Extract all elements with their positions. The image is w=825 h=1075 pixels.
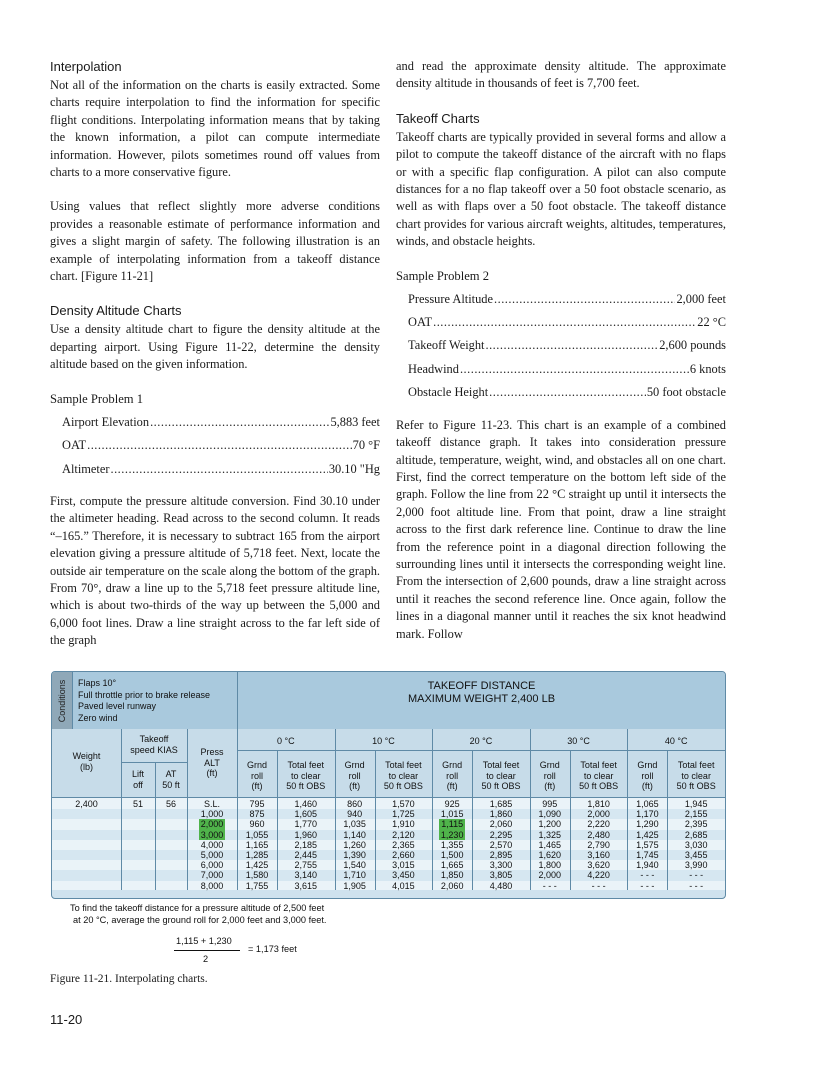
page-number: 11-20 (50, 1012, 83, 1027)
heading-takeoff-charts: Takeoff Charts (396, 110, 480, 126)
grid-line (121, 762, 187, 763)
cell-ground-roll: 995 (542, 799, 558, 809)
cell-total-feet: 4,480 (489, 880, 513, 891)
cell-press-alt (191, 830, 233, 840)
sample-problem-row (396, 361, 726, 378)
row-value: 22 °C (697, 315, 726, 330)
cell-total-feet: 1,570 (392, 799, 415, 809)
row-value: 50 foot obstacle (646, 385, 726, 400)
cell-press-alt (191, 819, 233, 829)
cell-ground-roll: 1,710 (343, 870, 366, 881)
note-line: To find the takeoff distance for a pressure altitude of 2,500 feet (70, 903, 325, 913)
cell-press-alt: 5,000 (200, 850, 224, 860)
cell-ground-roll: 1,850 (440, 870, 464, 881)
cell-total-feet: 3,030 (684, 839, 708, 850)
grid-line (52, 797, 725, 798)
row-label: OAT (408, 315, 433, 330)
cell-total-feet: 2,155 (684, 809, 708, 820)
header-weight: Weight (lb) (72, 751, 101, 772)
header-total-feet: Total feet to clear 50 ft OBS (383, 760, 423, 791)
sample-problem-row (50, 461, 380, 478)
cell-ground-roll: 1,465 (538, 839, 562, 850)
header-temperature: 0 °C (276, 736, 295, 746)
cell-total-feet: 2,570 (489, 839, 513, 850)
paragraph: Not all of the information on the charts is easily extracted. Some charts require interpolation to find the information for specific flight conditions. Interpolating information means that by taking the known information, a pilot can compute intermediate information. However, pilots sometimes round off values from charts to a more conservative figure. (50, 78, 380, 180)
cell-ground-roll: 1,800 (538, 860, 562, 871)
header-temperature: 10 °C (372, 736, 395, 746)
cell-ground-roll: 795 (249, 799, 265, 809)
cell-total-feet: 1,945 (684, 799, 708, 809)
cell-ground-roll: 1,665 (440, 860, 464, 871)
cell-total-feet: 2,755 (294, 860, 318, 871)
paragraph: and read the approximate density altitude. The approximate density altitude in thousands of feet is 7,700 feet. (396, 59, 726, 91)
row-value: 2,000 feet (676, 291, 726, 306)
cell-press-alt: 4,000 (200, 839, 224, 850)
cell-ground-roll: 2,000 (538, 870, 562, 881)
row-value: 70 °F (352, 438, 380, 453)
row-label: Takeoff Weight (408, 338, 485, 353)
cell-ground-roll: 1,090 (538, 809, 562, 820)
cell-ground-roll: 1,065 (636, 799, 659, 809)
condition-item: Flaps 10° (78, 678, 117, 688)
cell-total-feet: 3,450 (392, 870, 415, 881)
cell-total-feet: - - - (689, 870, 704, 881)
cell-total-feet: 4,220 (587, 870, 610, 881)
heading-interpolation: Interpolation (50, 59, 122, 74)
row-label: Obstacle Height (408, 385, 489, 400)
sample-problem-2-title: Sample Problem 2 (396, 268, 490, 283)
cell-press-alt: 1,000 (200, 809, 224, 820)
paragraph: First, compute the pressure altitude conversion. Find 30.10 under the altimeter heading. Read across to the second column. It reads “–165.” Therefore, it is necessary to subtract 165 from the airport elevation giving a pressure altitude of 5,718 feet. Next, locate the outside air temperature on the scale along the bottom of the graph. From 70°, draw a line up to the 5,718 feet pressure altitude line, which is about two-thirds of the way up between the 5,000 and 6,000 foot lines. Draw a line straight across to the far left side of the graph (50, 493, 380, 648)
highlighted-value: 3,000 (200, 829, 224, 840)
grid-line (237, 750, 725, 751)
cell-ground-roll: 1,500 (440, 850, 464, 860)
header-ground-roll: Grnd roll (ft) (246, 760, 267, 791)
cell-total-feet: 4,015 (392, 880, 415, 891)
cell-press-alt: 8,000 (200, 880, 224, 891)
cell-total-feet: 1,460 (294, 799, 318, 809)
interpolation-note (70, 903, 326, 926)
cell-ground-roll: 940 (347, 809, 363, 820)
heading-density-altitude-charts: Density Altitude Charts (50, 303, 182, 319)
figure-caption: Figure 11-21. Interpolating charts. (50, 973, 208, 985)
paragraph: Using values that reflect slightly more adverse conditions provides a reasonable estimate of performance information and gives a slight margin of safety. The following illustration is an example of interpolating information from a takeoff distance chart. [Figure 11-21] (50, 199, 380, 284)
cell-total-feet: 3,990 (684, 860, 708, 871)
row-label: OAT (62, 438, 87, 453)
cell-total-feet: 2,060 (489, 819, 513, 830)
cell-ground-roll: 1,540 (343, 860, 366, 871)
cell-ground-roll: 1,260 (343, 839, 366, 850)
header-ground-roll: Grnd roll (ft) (637, 760, 658, 791)
cell-total-feet: 3,015 (392, 860, 415, 871)
cell-ground-roll: 2,060 (440, 880, 464, 891)
sample-problem-1-title: Sample Problem 1 (50, 391, 144, 406)
cell-ground-roll: 1,285 (245, 850, 269, 860)
cell-ground-roll: 1,905 (343, 880, 366, 891)
cell-total-feet: 2,660 (392, 850, 415, 860)
sample-problem-row (396, 291, 726, 308)
cell-total-feet: 3,140 (294, 870, 318, 881)
header-ground-roll: Grnd roll (ft) (344, 760, 365, 791)
table-title: TAKEOFF DISTANCE (427, 680, 536, 692)
row-value: 30.10 "Hg (328, 461, 380, 476)
cell-ground-roll: 1,425 (245, 860, 269, 871)
paragraph: Refer to Figure 11-23. This chart is an example of a combined takeoff distance graph. It takes into consideration pressure altitude, temperature, weight, wind, and obstacles all on one chart. First, find the correct temperature on the bottom left side of the graph. Follow the line from 22 °C straight up until it intersects the 2,000 foot altitude line. From that point, draw a line straight across to the first dark reference line. Continue to draw the line from the reference point in a diagonal direction following the surrounding lines until it intersects the corresponding weight line. From the intersection of 2,600 pounds, draw a line straight across until it reaches the second reference line. Once again, follow the lines in a diagonal manner until it reaches the six knot headwind mark. Follow (396, 417, 726, 641)
cell-press-alt: S.L. (203, 799, 220, 809)
cell-total-feet: 3,805 (489, 870, 513, 881)
row-value: 5,883 feet (330, 414, 380, 429)
row-value: 2,600 pounds (659, 338, 726, 353)
cell-ground-roll: 1,425 (636, 829, 659, 840)
cell-ground-roll: 1,325 (538, 829, 562, 840)
cell-ground-roll: 1,015 (440, 809, 464, 820)
conditions-tab (52, 672, 73, 729)
cell-total-feet: 1,860 (489, 809, 513, 820)
row-label: Altimeter (62, 461, 110, 476)
header-total-feet: Total feet to clear 50 ft OBS (579, 760, 619, 791)
header-ground-roll: Grnd roll (ft) (539, 760, 560, 791)
cell-ground-roll: 1,755 (245, 880, 269, 891)
takeoff-distance-table-figure (51, 671, 726, 899)
cell-lift-off: 51 (132, 799, 143, 809)
conditions-tab-label: Conditions (57, 679, 67, 722)
header-takeoff-speed: Takeoff speed KIAS (130, 734, 178, 755)
sample-problem-row (50, 437, 380, 454)
cell-ground-roll: 1,290 (636, 819, 659, 830)
cell-total-feet: 3,455 (684, 850, 708, 860)
cell-ground-roll: 1,055 (245, 829, 269, 840)
cell-ground-roll: 1,355 (440, 839, 464, 850)
header-total-feet: Total feet to clear 50 ft OBS (286, 760, 326, 791)
cell-total-feet: 1,725 (392, 809, 415, 820)
table-subtitle: MAXIMUM WEIGHT 2,400 LB (407, 693, 556, 705)
cell-total-feet: 1,810 (587, 799, 610, 809)
sample-problem-row (396, 384, 726, 401)
header-temperature: 30 °C (567, 736, 590, 746)
cell-ground-roll: - - - (640, 880, 655, 891)
cell-ground-roll: 960 (249, 819, 265, 830)
header-at-50ft: AT 50 ft (162, 769, 180, 790)
row-label: Pressure Altitude (408, 291, 494, 306)
cell-ground-roll: 1,140 (343, 829, 366, 840)
condition-item: Zero wind (78, 712, 118, 723)
cell-ground-roll: 1,620 (538, 850, 562, 860)
highlighted-value: 2,000 (200, 819, 224, 830)
condition-item: Paved level runway (78, 701, 157, 711)
sample-problem-row (50, 414, 380, 431)
cell-total-feet: 1,685 (489, 799, 513, 809)
cell-total-feet: 2,220 (587, 819, 610, 830)
cell-ground-roll: 1,745 (636, 850, 659, 860)
header-ground-roll: Grnd roll (ft) (442, 760, 463, 791)
header-temperature: 40 °C (664, 736, 688, 746)
cell-total-feet: 2,365 (392, 839, 415, 850)
highlighted-value: 1,115 (441, 819, 464, 830)
conditions-list (78, 678, 210, 724)
cell-total-feet: 1,960 (294, 829, 318, 840)
cell-ground-roll (432, 819, 472, 829)
cell-total-feet: 3,300 (489, 860, 513, 871)
paragraph: Takeoff charts are typically provided in several forms and allow a pilot to compute the takeoff distance of the aircraft with no flaps or with a specific flap configuration. A pilot can also compute distances for a no flap takeoff over a 50 foot obstacle scenario, as well as with flaps over a 50 foot obstacle. The takeoff distance chart provides for various aircraft weights, altitudes, temperatures, winds, and obstacle heights. (396, 129, 726, 249)
note-line: at 20 °C, average the ground roll for 2,000 feet and 3,000 feet. (73, 914, 327, 925)
cell-total-feet: 1,605 (294, 809, 318, 820)
cell-ground-roll: 860 (347, 799, 363, 809)
formula-result: = 1,173 feet (248, 944, 297, 954)
header-lift-off: Lift off (131, 769, 144, 790)
header-press-alt: Press ALT (ft) (200, 747, 224, 778)
cell-ground-roll: 1,940 (636, 860, 659, 871)
cell-ground-roll: 875 (249, 809, 265, 820)
header-total-feet: Total feet to clear 50 ft OBS (481, 760, 521, 791)
cell-total-feet: 1,770 (294, 819, 318, 830)
cell-ground-roll: 1,580 (245, 870, 269, 881)
header-temperature: 20 °C (469, 736, 493, 746)
fraction-bar (174, 950, 240, 951)
left-column (50, 58, 380, 650)
header-total-feet: Total feet to clear 50 ft OBS (676, 760, 716, 791)
cell-total-feet: 2,790 (587, 839, 610, 850)
cell-total-feet: 2,395 (684, 819, 708, 830)
cell-total-feet: 2,480 (587, 829, 610, 840)
cell-total-feet: 2,685 (684, 829, 708, 840)
cell-at-50ft: 56 (165, 799, 176, 809)
cell-total-feet: 3,615 (294, 880, 318, 891)
cell-total-feet: 3,160 (587, 850, 610, 860)
cell-ground-roll: 1,170 (636, 809, 659, 820)
cell-press-alt: 7,000 (200, 870, 224, 881)
cell-total-feet: 2,895 (489, 850, 513, 860)
cell-ground-roll: - - - (640, 870, 655, 881)
highlighted-value: 1,230 (440, 829, 464, 840)
cell-ground-roll: 1,390 (343, 850, 366, 860)
cell-ground-roll: - - - (542, 880, 557, 891)
cell-total-feet: 1,910 (392, 819, 415, 830)
cell-weight: 2,400 (75, 799, 98, 809)
row-label: Headwind (408, 361, 459, 376)
cell-ground-roll: 1,200 (538, 819, 562, 830)
formula-denominator: 2 (203, 954, 209, 964)
paragraph: Use a density altitude chart to figure the density altitude at the departing airport. Using Figure 11-22, determine the density altitude based on the given information. (50, 322, 380, 372)
cell-press-alt: 6,000 (200, 860, 224, 871)
cell-total-feet: 2,295 (489, 829, 513, 840)
cell-total-feet: 2,120 (392, 829, 415, 840)
cell-ground-roll (432, 830, 472, 840)
cell-total-feet: 3,620 (587, 860, 610, 871)
row-label: Airport Elevation (62, 414, 150, 429)
cell-ground-roll: 1,575 (636, 839, 659, 850)
row-value: 6 knots (689, 361, 726, 376)
cell-ground-roll: 925 (444, 799, 460, 809)
right-column (396, 58, 726, 643)
formula-numerator: 1,115 + 1,230 (176, 936, 232, 946)
sample-problem-row (396, 314, 726, 331)
cell-ground-roll: 1,035 (343, 819, 366, 830)
cell-total-feet: - - - (689, 880, 704, 891)
cell-total-feet: - - - (591, 880, 606, 891)
condition-item: Full throttle prior to brake release (78, 689, 211, 700)
cell-total-feet: 2,445 (294, 850, 318, 860)
cell-ground-roll: 1,165 (245, 839, 269, 850)
cell-total-feet: 2,185 (294, 839, 318, 850)
cell-total-feet: 2,000 (587, 809, 610, 820)
sample-problem-row (396, 337, 726, 354)
